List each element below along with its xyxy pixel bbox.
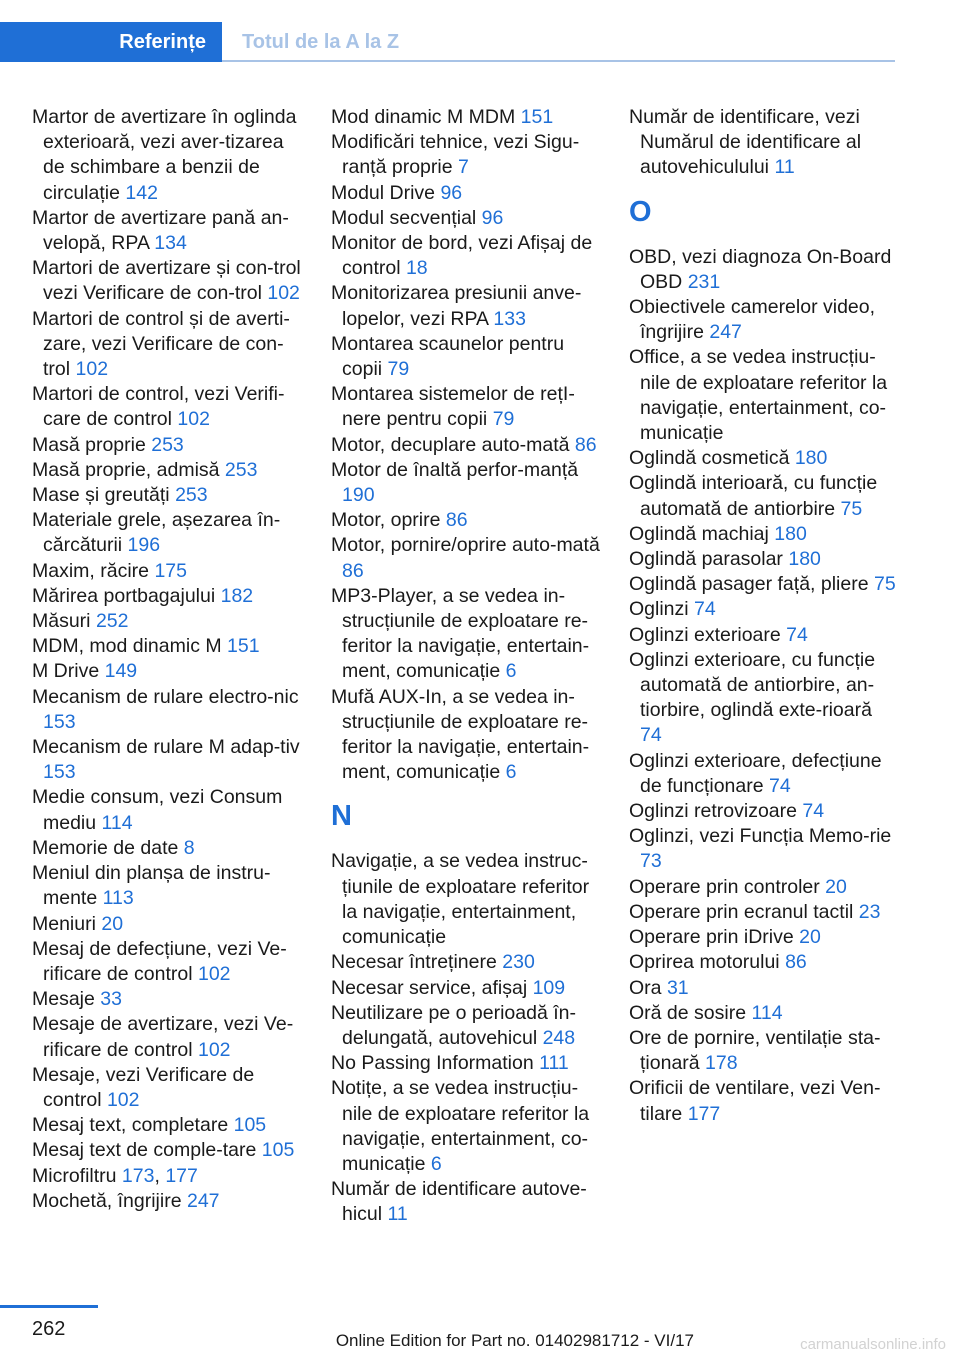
entry-text: Notițe, a se vedea instrucțiu-nile de exploatare referitor la navigație, entertainment, co-municație [331, 1077, 590, 1175]
index-entry [32, 1012, 304, 1062]
page-link[interactable]: 177 [687, 1102, 721, 1125]
index-entry [331, 1076, 603, 1177]
entry-text: MP3-Player, a se vedea in-strucțiunile de exploatare re-feritor la navigație, entertain-ment, comunicație [331, 584, 590, 683]
entry-text: Măsuri [32, 610, 96, 633]
index-entry [629, 1076, 899, 1126]
page-link[interactable]: 102 [197, 962, 231, 985]
index-entry [629, 547, 899, 572]
entry-text: Meniuri [32, 912, 102, 935]
index-entry [32, 634, 304, 659]
page-link[interactable]: 149 [104, 660, 138, 683]
index-entry [331, 976, 603, 1001]
entry-text: OBD, vezi diagnoza On-Board OBD [629, 245, 892, 293]
page-link[interactable]: 11 [387, 1203, 408, 1226]
section-tab[interactable]: Referințe [0, 22, 222, 62]
page-link[interactable]: 175 [154, 559, 187, 582]
entry-text: Mufă AUX-In, a se vedea in-strucțiunile de exploatare re-feritor la navigație, entertain-ment, comunicație [331, 685, 590, 784]
page-link[interactable]: 11 [774, 156, 795, 179]
entry-text: Operare prin iDrive [629, 926, 800, 949]
page-link[interactable]: 153 [43, 710, 76, 733]
index-entry [629, 824, 899, 874]
page-header [0, 22, 895, 62]
index-entry [32, 609, 304, 634]
index-entry [331, 130, 603, 180]
entry-text: Oglindă cosmetică [629, 447, 795, 470]
page-link[interactable]: 79 [492, 408, 515, 431]
page-link[interactable]: 6 [430, 1152, 442, 1175]
index-entry [331, 105, 603, 130]
entry-text: M Drive [32, 660, 105, 683]
page-link[interactable]: 133 [493, 307, 526, 330]
page-link[interactable]: 102 [177, 408, 210, 431]
page-link[interactable]: 142 [125, 181, 158, 204]
page-link[interactable]: 230 [502, 951, 535, 974]
index-entry [629, 345, 899, 446]
page-link[interactable]: 74 [694, 598, 716, 621]
index-entry [331, 849, 603, 950]
entry-text: Medie consum, vezi Consum mediu [32, 786, 283, 834]
page-link[interactable]: 86 [785, 951, 807, 974]
page-link[interactable]: 231 [687, 270, 721, 293]
index-entry [331, 206, 603, 231]
page-link[interactable]: 74 [769, 774, 791, 797]
entry-text: Operare prin controler [629, 875, 826, 898]
index-entry [331, 181, 603, 206]
index-entry [331, 231, 603, 281]
entry-text: Montarea sistemelor de rețI-nere pentru copii [331, 383, 575, 431]
entry-text: Oglindă parasolar [629, 548, 789, 571]
index-entry [331, 382, 603, 432]
page-link[interactable]: 23 [858, 900, 881, 923]
entry-text: Mesaj text de comple-tare [32, 1139, 262, 1162]
index-entry [32, 937, 304, 987]
entry-text: Oglinzi exterioare, defecțiune de funcționare [629, 749, 882, 797]
page-link[interactable]: 33 [100, 988, 122, 1011]
index-entry: Microfiltru 173, 177 [32, 1164, 198, 1187]
header-rule [222, 60, 895, 62]
entry-text: Office, a se vedea instrucțiu-nile de exploatare referitor la navigație, entertainment, co-municație [629, 346, 888, 445]
index-entry [331, 1177, 603, 1227]
page-link[interactable]: 18 [405, 257, 428, 280]
page-link[interactable]: 180 [774, 522, 807, 545]
page-link[interactable]: 134 [154, 232, 187, 255]
entry-text: Mesaje de avertizare, vezi Ve-rificare de control [32, 1013, 294, 1061]
page-link[interactable]: 151 [227, 635, 260, 658]
page-link[interactable]: 20 [825, 875, 847, 898]
index-entry [629, 976, 899, 1001]
entry-text: Mesaje, vezi Verificare de control [32, 1063, 255, 1111]
page-link[interactable]: 111 [539, 1052, 569, 1075]
index-entry [629, 572, 899, 597]
index-entry [629, 597, 899, 622]
page-link[interactable]: 248 [542, 1026, 576, 1049]
entry-text: Necesar service, afișaj [331, 976, 533, 999]
page-link[interactable]: 102 [197, 1038, 231, 1061]
index-entry [32, 458, 304, 483]
index-entry [32, 307, 304, 383]
page-link[interactable]: 96 [440, 181, 463, 204]
index-entry [629, 446, 899, 471]
index-entry [331, 1051, 603, 1076]
index-entry [629, 471, 899, 521]
entry-text: Mochetă, îngrijire [32, 1189, 187, 1212]
entry-text: Montarea scaunelor pentru copii [331, 332, 565, 381]
entry-text: Mase și greutăți [32, 484, 176, 507]
entry-text: Oglinzi exterioare [629, 623, 787, 646]
index-entry [32, 987, 304, 1012]
page-link[interactable]: 7 [457, 156, 469, 179]
page-link[interactable]: 247 [186, 1189, 220, 1212]
page-link[interactable]: 86 [574, 433, 597, 456]
index-entry [629, 900, 899, 925]
index-entry [629, 799, 899, 824]
entry-text: Meniul din planșa de instru-mente [32, 862, 271, 910]
index-entry [331, 533, 603, 583]
entry-text: Mesaj text, completare [32, 1114, 234, 1137]
footer-rule [0, 1305, 98, 1308]
index-entry [629, 875, 899, 900]
index-entry [32, 1113, 304, 1138]
index-entry [629, 245, 899, 295]
entry-text: Operare prin ecranul tactil [629, 900, 859, 923]
page-link[interactable]: 74 [640, 724, 662, 747]
index-entry [331, 685, 603, 786]
entry-text: Oglindă pasager față, pliere [629, 573, 874, 596]
index-entry [331, 950, 603, 975]
page-link[interactable]: 253 [224, 458, 258, 481]
page-link[interactable]: 113 [102, 887, 134, 910]
index-entry [32, 785, 304, 835]
entry-text: Modul Drive [331, 181, 441, 204]
entry-text: Oglinzi exterioare, cu funcție automată de antiorbire, an-tiorbire, oglindă exte-rioară [629, 648, 876, 722]
page-link[interactable]: 86 [342, 559, 364, 582]
page-link[interactable]: 114 [101, 811, 133, 834]
entry-text: Motor, oprire [331, 509, 446, 532]
entry-text: No Passing Information [331, 1052, 540, 1075]
index-entry [32, 685, 304, 735]
index-entry [629, 1001, 899, 1026]
entry-text: Orificii de ventilare, vezi Ven-tilare [629, 1077, 881, 1125]
index-entry [32, 584, 304, 609]
page-link[interactable]: 190 [342, 484, 375, 507]
index-entry [32, 1138, 304, 1163]
page-link[interactable]: 20 [799, 926, 821, 949]
index-column-3 [629, 105, 899, 1127]
section-letter: O [629, 195, 652, 228]
page-link[interactable]: 31 [666, 976, 689, 999]
page-number: 262 [32, 1318, 66, 1340]
entry-text: Materiale grele, așezarea în-cărcăturii [32, 509, 281, 557]
page-link[interactable]: 105 [261, 1139, 295, 1162]
page-link[interactable]: 177 [165, 1164, 198, 1187]
index-entry [32, 206, 304, 256]
page-link[interactable]: 6 [505, 761, 517, 784]
entry-text: Monitor de bord, vezi Afișaj de control [331, 232, 593, 280]
index-entry [629, 950, 899, 975]
entry-text: Ore de pornire, ventilație sta-ționară [629, 1026, 881, 1075]
page-link[interactable]: 75 [840, 497, 863, 520]
page-link[interactable]: 253 [151, 433, 184, 456]
page-link[interactable]: 180 [788, 548, 821, 571]
entry-text: Oglindă machiaj [629, 522, 775, 545]
entry-text: Microfiltru [32, 1164, 122, 1187]
index-entry [331, 1001, 603, 1051]
entry-text: Număr de identificare autove-hicul [331, 1178, 587, 1226]
index-entry [629, 648, 899, 749]
watermark: carmanualsonline.info [800, 1336, 946, 1353]
entry-text: Necesar întreținere [331, 951, 503, 974]
page-link[interactable]: 79 [387, 358, 410, 381]
index-entry [32, 559, 304, 584]
page-link[interactable]: 196 [127, 534, 161, 557]
index-entry [32, 105, 304, 206]
entry-text: Mecanism de rulare electro-nic [32, 685, 299, 708]
page-link[interactable]: 73 [640, 850, 662, 873]
page-link[interactable]: 109 [532, 976, 566, 999]
entry-text: Martor de avertizare în oglinda exterioară, vezi aver-tizarea de schimbare a benzii de circulație [32, 106, 297, 204]
page-link[interactable]: 86 [445, 509, 468, 532]
entry-text: Memorie de date [32, 836, 184, 859]
entry-text: Martor de avertizare pană an-velopă, RPA [32, 206, 289, 255]
page-link[interactable]: 6 [505, 660, 517, 683]
index-entry [331, 433, 603, 458]
index-entry [32, 836, 304, 861]
index-entry [32, 912, 304, 937]
entry-text: Masă proprie, admisă [32, 458, 225, 481]
entry-text: Modul secvențial [331, 206, 482, 229]
entry-text: Mecanism de rulare M adap-tiv [32, 736, 300, 759]
entry-text: Oglinzi [629, 598, 695, 621]
index-entry [32, 861, 304, 911]
index-entry [629, 623, 899, 648]
index-entry [331, 584, 603, 685]
index-entry [629, 749, 899, 799]
page-link[interactable]: 153 [43, 761, 76, 784]
page-link[interactable]: 20 [101, 912, 124, 935]
entry-text: Număr de identificare, vezi Numărul de identificare al autovehiculului [629, 106, 862, 179]
entry-text: Oră de sosire [629, 1001, 752, 1024]
entry-text: Oglindă interioară, cu funcție automată de antiorbire [629, 472, 878, 520]
index-entry [629, 925, 899, 950]
entry-text: Motor de înaltă perfor-manță [331, 458, 579, 481]
entry-text: Oprirea motorului [629, 951, 786, 974]
index-entry [32, 256, 304, 306]
page-link[interactable]: 247 [709, 321, 742, 344]
page-link[interactable]: 253 [175, 484, 208, 507]
entry-text: Maxim, răcire [32, 559, 155, 582]
index-column-2 [331, 105, 603, 1228]
index-entry [32, 659, 304, 684]
page-link[interactable]: 180 [794, 447, 828, 470]
section-letter: N [331, 800, 352, 833]
entry-text: Martori de control, vezi Verifi-care de control [32, 383, 285, 431]
entry-text: Martori de control și de averti-zare, vezi Verificare de con-trol [32, 307, 290, 381]
page-link[interactable]: 105 [233, 1114, 267, 1137]
entry-text: Navigație, a se vedea instruc-țiunile de exploatare referitor la navigație, entertainment, comunicație [331, 850, 590, 949]
entry-text: Mod dinamic M MDM [331, 106, 521, 128]
page-link[interactable]: 102 [106, 1088, 140, 1111]
page-link[interactable]: 102 [75, 358, 109, 381]
page-link[interactable]: 96 [481, 206, 504, 229]
index-entry [32, 508, 304, 558]
edition-info: Online Edition for Part no. 01402981712 - VI/17 [335, 1331, 694, 1350]
entry-text: Monitorizarea presiunii anve-lopelor, vezi RPA [331, 282, 582, 330]
index-entry [331, 508, 603, 533]
index-entry [629, 1026, 899, 1076]
page-link[interactable]: 8 [183, 836, 195, 859]
entry-text: Mesaje [32, 988, 101, 1011]
page-link[interactable]: 151 [520, 106, 554, 128]
entry-text: Mărirea portbagajului [32, 584, 221, 607]
index-column-1 [32, 105, 304, 1214]
entry-text: Modificări tehnice, vezi Sigu-ranță proprie [331, 131, 580, 179]
index-entry [32, 433, 304, 458]
entry-text: Motor, decuplare auto-mată [331, 433, 575, 456]
index-entry [331, 281, 603, 331]
page-link[interactable]: 252 [95, 610, 129, 633]
index-entry [32, 483, 304, 508]
index-entry [629, 295, 899, 345]
page-link[interactable]: 182 [220, 584, 254, 607]
page-link[interactable]: 75 [874, 573, 896, 596]
entry-text: Neutilizare pe o perioadă în-delungată, autovehicul [331, 1001, 576, 1049]
index-entry [32, 382, 304, 432]
entry-text: Mesaj de defecțiune, vezi Ve-rificare de control [32, 937, 287, 985]
index-entry [32, 735, 304, 785]
index-entry [331, 458, 603, 508]
entry-text: Oglinzi, vezi Funcția Memo-rie [629, 825, 892, 848]
entry-text: Masă proprie [32, 433, 152, 456]
entry-text: Ora [629, 976, 667, 999]
page-link[interactable]: 102 [267, 282, 300, 305]
page-link[interactable]: 74 [802, 800, 825, 823]
index-entry [32, 1189, 304, 1214]
entry-text: MDM, mod dinamic M [32, 635, 228, 658]
page-link[interactable]: 173 [121, 1164, 155, 1187]
index-entry [629, 522, 899, 547]
index-entry [32, 1063, 304, 1113]
page-link[interactable]: 74 [786, 623, 808, 646]
entry-text: Oglinzi retrovizoare [629, 800, 803, 823]
index-entry [629, 105, 899, 181]
index-entry [331, 332, 603, 382]
entry-text: Martori de avertizare și con-trol vezi Verificare de con-trol [32, 257, 301, 305]
page-link[interactable]: 114 [751, 1001, 783, 1024]
entry-text: Motor, pornire/oprire auto-mată [331, 534, 600, 557]
entry-text: Obiectivele camerelor video, îngrijire [629, 296, 876, 344]
subsection-title[interactable]: Totul de la A la Z [242, 31, 400, 53]
page-link[interactable]: 178 [705, 1052, 738, 1075]
